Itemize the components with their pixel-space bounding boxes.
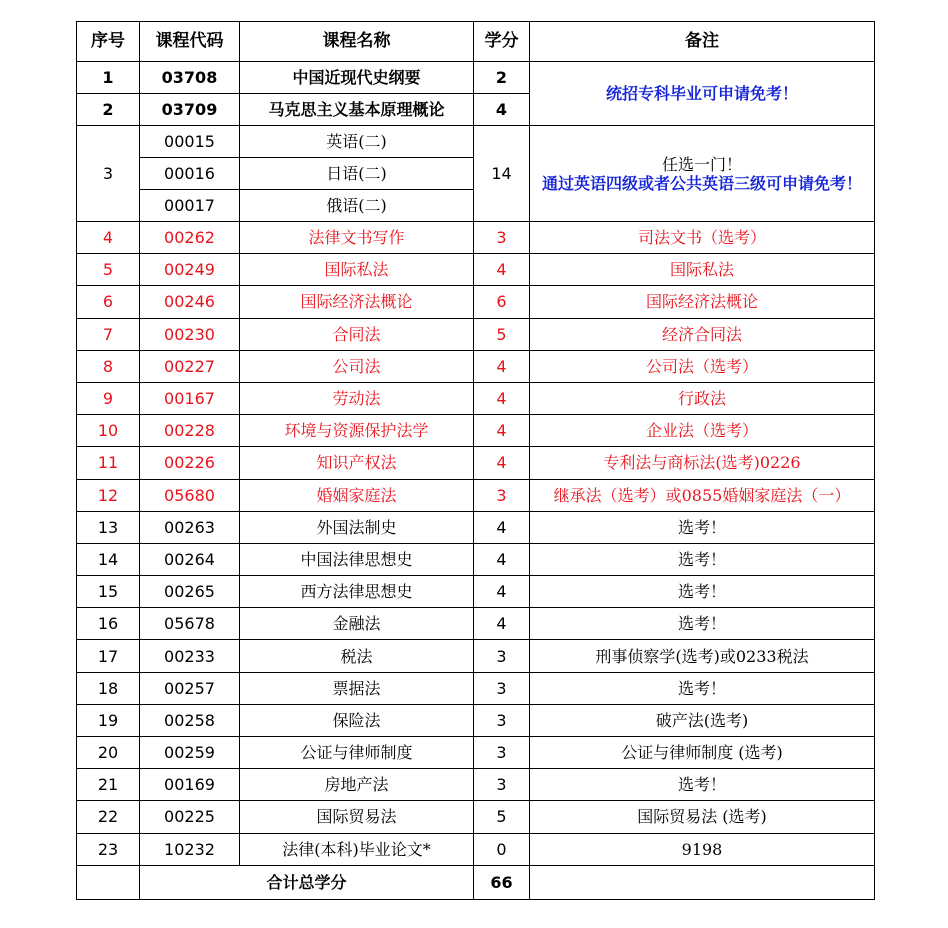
cell-note-exempt: 统招专科毕业可申请免考！: [530, 62, 875, 126]
cell-name: 票据法: [240, 672, 474, 704]
cell-no: 19: [77, 704, 140, 736]
cell-name: 中国近现代史纲要: [240, 62, 474, 94]
cell-code: 00226: [140, 447, 240, 479]
table-row: [77, 318, 875, 350]
cell-name: 中国法律思想史: [240, 543, 474, 575]
cell-credit: 3: [474, 672, 530, 704]
cell-code: 00262: [140, 222, 240, 254]
cell-name: 国际贸易法: [240, 801, 474, 833]
cell-no: 8: [77, 350, 140, 382]
table-row: [77, 640, 875, 672]
cell-name: 英语(二): [240, 126, 474, 158]
cell-note: 公司法（选考）: [530, 350, 875, 382]
cell-no: 21: [77, 769, 140, 801]
header-name: 课程名称: [240, 22, 474, 62]
table-row: [77, 769, 875, 801]
table-row: [77, 415, 875, 447]
cell-name: 劳动法: [240, 382, 474, 414]
table-row: [77, 833, 875, 865]
cell-name: 婚姻家庭法: [240, 479, 474, 511]
cell-code: 03709: [140, 94, 240, 126]
cell-note: 企业法（选考）: [530, 415, 875, 447]
table-row: [77, 62, 875, 94]
cell-credit: 14: [474, 126, 530, 222]
cell-code: 00225: [140, 801, 240, 833]
table-row: [77, 126, 875, 158]
cell-note: 选考！: [530, 769, 875, 801]
table-row: [77, 479, 875, 511]
cell-credit: 4: [474, 382, 530, 414]
cell-note: 经济合同法: [530, 318, 875, 350]
cell-name: 法律文书写作: [240, 222, 474, 254]
cell-credit: 4: [474, 94, 530, 126]
cell-credit: 5: [474, 318, 530, 350]
cell-code: 00258: [140, 704, 240, 736]
cell-code: 00167: [140, 382, 240, 414]
cell-credit: 3: [474, 704, 530, 736]
header-note: 备注: [530, 22, 875, 62]
table-row: [77, 737, 875, 769]
cell-code: 00259: [140, 737, 240, 769]
total-value: 66: [474, 865, 530, 899]
cell-code: 03708: [140, 62, 240, 94]
cell-name: 公司法: [240, 350, 474, 382]
course-table: [76, 21, 875, 900]
table-row: [77, 382, 875, 414]
total-row: [77, 865, 875, 899]
cell-credit: 2: [474, 62, 530, 94]
cell-name: 金融法: [240, 608, 474, 640]
cell-no: 3: [77, 126, 140, 222]
cell-note: 刑事侦察学(选考)或0233税法: [530, 640, 875, 672]
cell-credit: 4: [474, 543, 530, 575]
cell-credit: 4: [474, 511, 530, 543]
cell-name: 外国法制史: [240, 511, 474, 543]
cell-code: 00015: [140, 126, 240, 158]
cell-note: 继承法（选考）或0855婚姻家庭法（一）: [530, 479, 875, 511]
cell-note: 9198: [530, 833, 875, 865]
cell-code: 00169: [140, 769, 240, 801]
cell-name: 日语(二): [240, 158, 474, 190]
cell-code: 00227: [140, 350, 240, 382]
cell-note: 司法文书（选考）: [530, 222, 875, 254]
cell-no: 9: [77, 382, 140, 414]
cell-note: 国际贸易法 (选考): [530, 801, 875, 833]
cell-no: 22: [77, 801, 140, 833]
cell-note: 选考！: [530, 511, 875, 543]
cell-name: 国际私法: [240, 254, 474, 286]
cell-note: 行政法: [530, 382, 875, 414]
cell-no: 6: [77, 286, 140, 318]
cell-code: 00017: [140, 190, 240, 222]
cell-name: 法律(本科)毕业论文*: [240, 833, 474, 865]
cell-code: 00233: [140, 640, 240, 672]
cell-credit: 3: [474, 769, 530, 801]
cell-credit: 4: [474, 415, 530, 447]
cell-code: 00228: [140, 415, 240, 447]
cell-name: 国际经济法概论: [240, 286, 474, 318]
cell-no: 4: [77, 222, 140, 254]
cell-name: 知识产权法: [240, 447, 474, 479]
cell-no: 12: [77, 479, 140, 511]
cell-name: 保险法: [240, 704, 474, 736]
cell-note: 公证与律师制度 (选考): [530, 737, 875, 769]
cell-no: 18: [77, 672, 140, 704]
header-credit: 学分: [474, 22, 530, 62]
cell-no: 16: [77, 608, 140, 640]
cell-credit: 3: [474, 737, 530, 769]
cell-name: 西方法律思想史: [240, 576, 474, 608]
cell-credit: 0: [474, 833, 530, 865]
cell-note: 选考！: [530, 672, 875, 704]
cell-credit: 4: [474, 576, 530, 608]
cell-no: 15: [77, 576, 140, 608]
cell-no: 17: [77, 640, 140, 672]
table-row: [77, 350, 875, 382]
cell-no: 1: [77, 62, 140, 94]
header-code: 课程代码: [140, 22, 240, 62]
cell-code: 00264: [140, 543, 240, 575]
table-row: [77, 222, 875, 254]
table-row: [77, 801, 875, 833]
cell-code: 00257: [140, 672, 240, 704]
cell-note: 专利法与商标法(选考)0226: [530, 447, 875, 479]
cell-name: 环境与资源保护法学: [240, 415, 474, 447]
cell-name: 合同法: [240, 318, 474, 350]
cell-credit: 6: [474, 286, 530, 318]
table-row: [77, 704, 875, 736]
cell-no: 7: [77, 318, 140, 350]
cell-credit: 5: [474, 801, 530, 833]
cell-name: 俄语(二): [240, 190, 474, 222]
cell-no: 23: [77, 833, 140, 865]
cell-note: 破产法(选考): [530, 704, 875, 736]
cell-no: 2: [77, 94, 140, 126]
cell-credit: 4: [474, 350, 530, 382]
cell-note-language: [530, 126, 875, 222]
cell-name: 公证与律师制度: [240, 737, 474, 769]
cell-code: 05678: [140, 608, 240, 640]
cell-name: 马克思主义基本原理概论: [240, 94, 474, 126]
cell-code: 00246: [140, 286, 240, 318]
cell-code: 10232: [140, 833, 240, 865]
cell-code: 00016: [140, 158, 240, 190]
note-line-choose: 任选一门！: [661, 154, 742, 174]
table-row: [77, 447, 875, 479]
cell-credit: 3: [474, 640, 530, 672]
cell-no: 5: [77, 254, 140, 286]
cell-code: 05680: [140, 479, 240, 511]
header-no: 序号: [77, 22, 140, 62]
cell-credit: 4: [474, 608, 530, 640]
header-row: [77, 22, 875, 62]
table-row: [77, 286, 875, 318]
cell-code: 00249: [140, 254, 240, 286]
cell-code: 00263: [140, 511, 240, 543]
cell-no: 20: [77, 737, 140, 769]
table-row: [77, 576, 875, 608]
cell-note: 国际私法: [530, 254, 875, 286]
cell-code: 00230: [140, 318, 240, 350]
table-row: [77, 254, 875, 286]
cell-credit: 3: [474, 479, 530, 511]
cell-credit: 4: [474, 447, 530, 479]
cell-name: 房地产法: [240, 769, 474, 801]
cell-note: 选考！: [530, 543, 875, 575]
total-label: 合计总学分: [140, 865, 474, 899]
cell-credit: 3: [474, 222, 530, 254]
table-row: [77, 608, 875, 640]
table-row: [77, 543, 875, 575]
cell-name: 税法: [240, 640, 474, 672]
cell-note: 选考！: [530, 608, 875, 640]
cell-credit: 4: [474, 254, 530, 286]
cell-note: 国际经济法概论: [530, 286, 875, 318]
cell-no: 10: [77, 415, 140, 447]
cell-empty: [530, 865, 875, 899]
cell-note: 选考！: [530, 576, 875, 608]
cell-no: 13: [77, 511, 140, 543]
cell-no: 11: [77, 447, 140, 479]
table-row: [77, 672, 875, 704]
note-line-exempt: 通过英语四级或者公共英语三级可申请免考！: [541, 173, 862, 193]
table-row: [77, 511, 875, 543]
cell-code: 00265: [140, 576, 240, 608]
cell-no: 14: [77, 543, 140, 575]
cell-empty: [77, 865, 140, 899]
